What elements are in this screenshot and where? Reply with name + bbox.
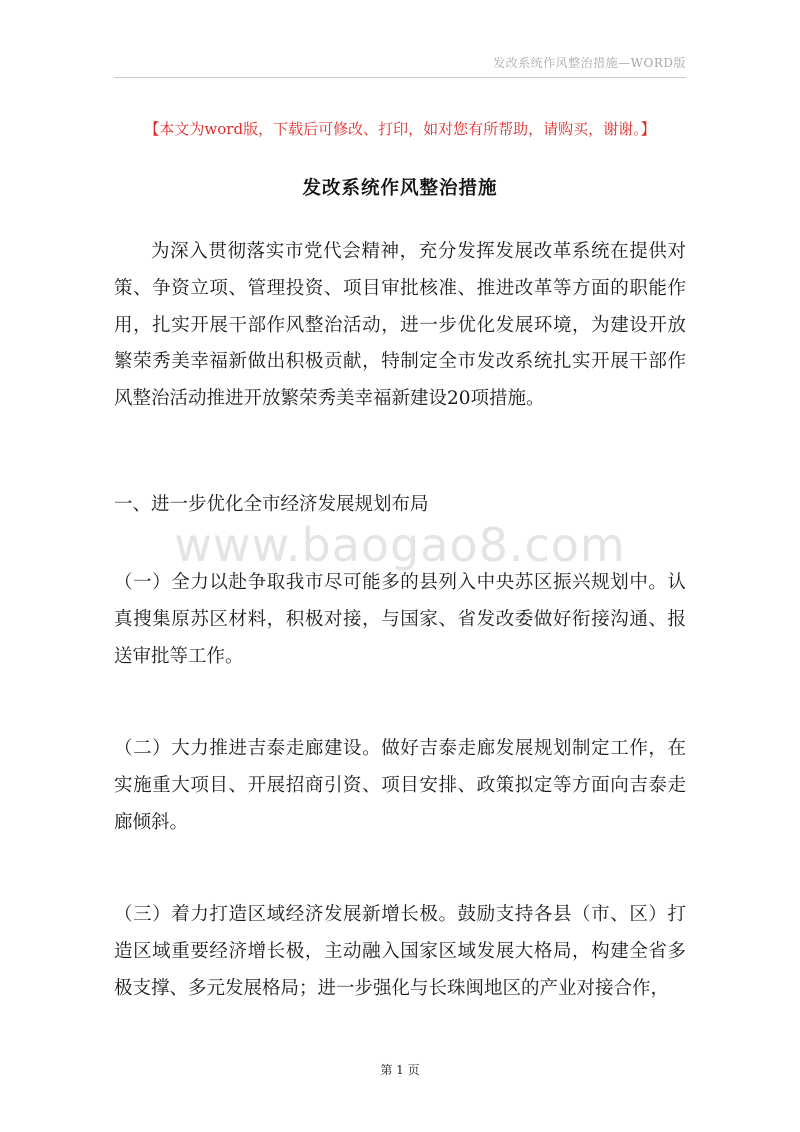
header-divider <box>114 77 686 78</box>
item-paragraph-1: （一）全力以赴争取我市尽可能多的县列入中央苏区振兴规划中。认真搜集原苏区材料，积极对接，与国家、省发改委做好衔接沟通、报送审批等工作。 <box>114 572 686 667</box>
item-paragraph-3: （三）着力打造区域经济发展新增长极。鼓励支持各县（市、区）打造区域重要经济增长极，主动融入国家区域发展大格局，构建全省多极支撑、多元发展格局；进一步强化与长珠闽地区的产业对接合作， <box>114 904 686 999</box>
intro-paragraph: 为深入贯彻落实市党代会精神，充分发挥发展改革系统在提供对策、争资立项、管理投资、项目审批核准、推进改革等方面的职能作用，扎实开展干部作风整治活动，进一步优化发展环境，为建设开放繁荣秀美幸福新做出积极贡献，特制定全市发改系统扎实开展干部作风整治活动推进开放繁荣秀美幸福新建设20项措施。 <box>114 241 686 410</box>
page-number: 第 1 页 <box>380 1063 420 1077</box>
page-header-text: 发改系统作风整治措施—WORD版 <box>493 56 686 70</box>
watermark-text: www.baogao8.com <box>174 518 626 572</box>
purchase-notice: 【本文为word版，下载后可修改、打印，如对您有所帮助，请购买，谢谢。】 <box>144 120 656 138</box>
document-title: 发改系统作风整治措施 <box>302 178 498 199</box>
section-heading-1: 一、进一步优化全市经济发展规划布局 <box>114 494 429 515</box>
item-paragraph-2: （二）大力推进吉泰走廊建设。做好吉泰走廊发展规划制定工作，在实施重大项目、开展招商引资、项目安排、政策拟定等方面向吉泰走廊倾斜。 <box>114 738 686 833</box>
